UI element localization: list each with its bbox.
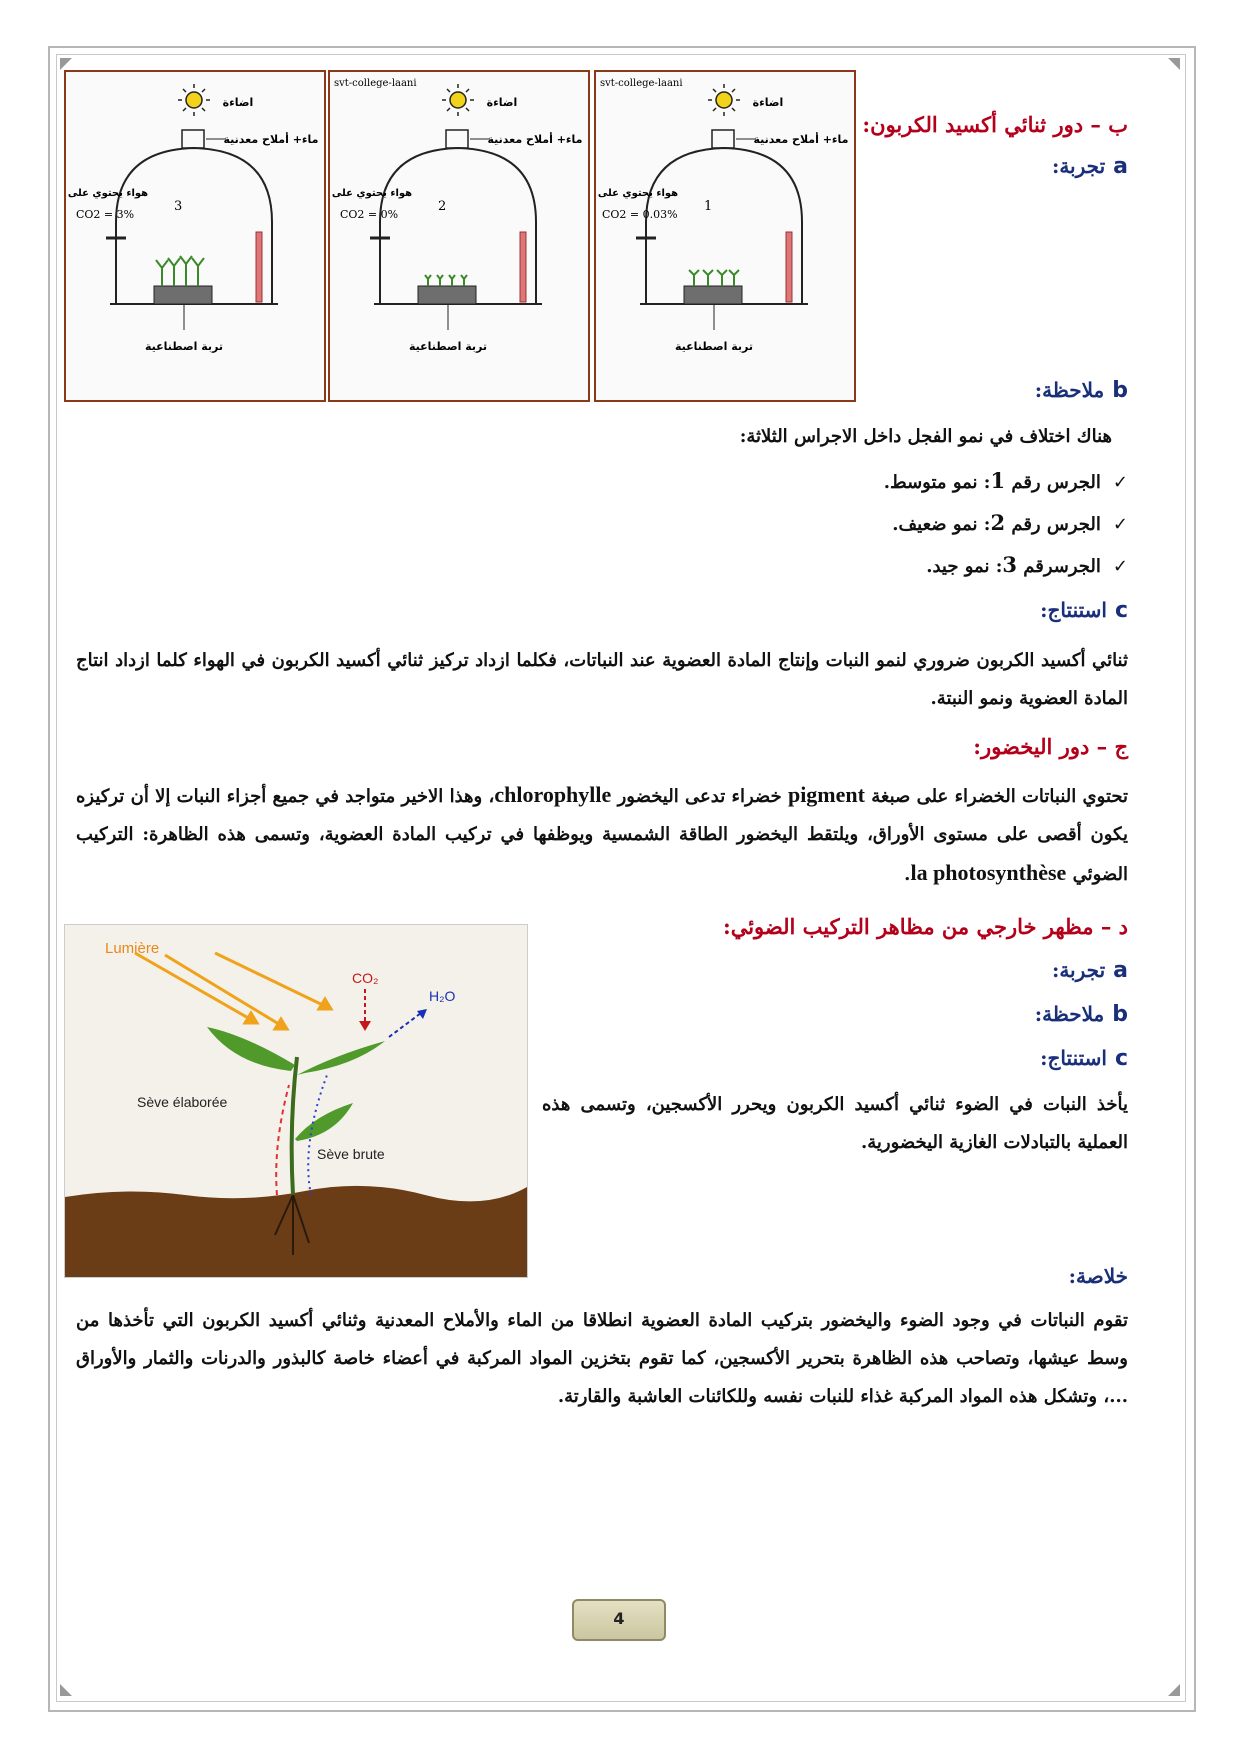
letter-c: c: [1114, 598, 1128, 623]
bell-jar-figure-2: [328, 70, 590, 402]
radish-plants: [689, 270, 739, 286]
check-item: [528, 510, 1128, 535]
letter-b: b: [1112, 1002, 1128, 1027]
chlorophyll-paragraph: [76, 776, 1128, 894]
watermark-text: svt-college-laani: [600, 78, 683, 89]
section-c-heading: ج – دور اليخضور:: [973, 734, 1128, 759]
paragraph-text: .: [904, 864, 911, 885]
corner-ornament: [1168, 1684, 1180, 1696]
sun-icon: [442, 84, 474, 116]
check-item: [528, 468, 1128, 493]
observation-label: [928, 378, 1128, 403]
check-icon: ✓: [1112, 472, 1128, 493]
check-item-text: : نمو ضعيف.: [892, 514, 991, 535]
experiment-label: [928, 154, 1128, 179]
soil-label: تربة اصطناعية: [144, 340, 224, 353]
experiment-label: [928, 958, 1128, 983]
conclusion-text: استنتاج:: [1040, 1046, 1107, 1070]
check-item-text: : نمو متوسط.: [883, 472, 991, 493]
water-label: ماء+ أملاح معدنية: [753, 133, 849, 146]
sap-elaborated-label: Sève élaborée: [137, 1094, 228, 1110]
check-item-text: : نمو جيد.: [926, 556, 1003, 577]
air-label: هواء يحتوي على: [597, 188, 679, 199]
section-b-heading: ب – دور ثنائي أكسيد الكربون:: [862, 112, 1128, 137]
bell-jar-figure-1: [594, 70, 856, 402]
check-item-number: 2: [990, 510, 1006, 535]
paragraph-text: ، وهذا الاخير متواجد في جميع أجزاء النبات إلا أن تركيزه يكون أقصى على مستوى الأوراق، ويلتقط اليخضور الطاقة الشمسية ويوظفها في تركيب المادة العضوية، وتسمى هذه الظاهرة: التركيب الضوئي: [76, 786, 1128, 885]
observation-text: ملاحظة:: [1034, 1002, 1105, 1026]
experiment-text: تجربة:: [1051, 154, 1106, 178]
conclusion-text: استنتاج:: [1040, 598, 1107, 622]
check-item-text: الجرس رقم: [1005, 514, 1101, 535]
summary-heading: خلاصة:: [1068, 1264, 1128, 1288]
corner-ornament: [60, 58, 72, 70]
bell-jar-drawing: [66, 72, 324, 400]
gas-exchange-paragraph: يأخذ النبات في الضوء ثنائي أكسيد الكربون ويحرر الأكسجين، وتسمى هذه العملية بالتبادلات الغازية اليخضورية.: [542, 1094, 1128, 1153]
term-pigment: pigment: [787, 782, 865, 807]
bell-jar-figure-3: [64, 70, 326, 402]
check-item-text: الجرسرقم: [1017, 556, 1101, 577]
light-label: اضاءة: [222, 96, 254, 109]
sun-icon: [178, 84, 210, 116]
bell-number: 1: [704, 199, 713, 214]
letter-a: a: [1113, 154, 1128, 179]
observation-paragraph: هناك اختلاف في نمو الفجل داخل الاجراس الثلاثة:: [739, 426, 1112, 447]
check-icon: ✓: [1112, 556, 1128, 577]
paragraph-text: خضراء تدعى اليخضور: [611, 786, 788, 807]
letter-c: c: [1114, 1046, 1128, 1071]
sap-raw-label: Sève brute: [317, 1146, 385, 1162]
co2-label: CO2 ‎= 3%: [76, 208, 135, 221]
section-d-heading: د – مظهر خارجي من مظاهر التركيب الضوئي:: [722, 914, 1128, 939]
conclusion-paragraph: ثنائي أكسيد الكربون ضروري لنمو النبات وإنتاج المادة العضوية عند النباتات، فكلما ازداد تركيز ثنائي أكسيد الكربون في الهواء كلما ازداد انتاج المادة العضوية ونمو النبتة.: [76, 650, 1129, 709]
check-item-number: 3: [1002, 552, 1017, 577]
conclusion-label: [928, 1046, 1128, 1071]
bell-jar-drawing: [596, 72, 854, 400]
co2-label: CO2 ‎= 0.03%: [602, 208, 678, 221]
light-label: Lumière: [105, 940, 160, 957]
bell-number: 2: [438, 199, 447, 214]
experiment-text: تجربة:: [1051, 958, 1106, 982]
letter-a: a: [1113, 958, 1128, 983]
page-number: 4: [572, 1599, 666, 1641]
term-photosynthese: la photosynthèse: [910, 860, 1067, 885]
observation-label: [928, 1002, 1128, 1027]
light-label: اضاءة: [486, 96, 518, 109]
light-label: اضاءة: [752, 96, 784, 109]
bell-jar-drawing: [330, 72, 588, 400]
check-item-number: 1: [990, 468, 1006, 493]
soil-label: تربة اصطناعية: [674, 340, 754, 353]
photosynthesis-figure: [64, 924, 528, 1278]
air-label: هواء يحتوي على: [67, 188, 149, 199]
check-item-text: الجرس رقم: [1005, 472, 1101, 493]
observation-text: ملاحظة:: [1034, 378, 1105, 402]
co2-label: CO2 ‎= 0%: [340, 208, 399, 221]
term-chlorophylle: chlorophylle: [494, 782, 612, 807]
water-label: ماء+ أملاح معدنية: [487, 133, 583, 146]
summary-paragraph: تقوم النباتات في وجود الضوء واليخضور بتركيب المادة العضوية انطلاقا من الماء والأملاح المعدنية وثنائي أكسيد الكربون التي تأخذها من وسط عيشها، وتصاحب هذه الظاهرة بتحرير الأكسجين، كما تقوم بتخزين المواد المركبة في أعضاء خاصة كالبذور والدرنات والثمار والأوراق ...، وتشكل هذه المواد المركبة غذاء للنبات نفسه وللكائنات العاشبة والقارتة.: [76, 1310, 1128, 1407]
water-label: ماء+ أملاح معدنية: [223, 133, 319, 146]
h2o-label: H₂O: [429, 988, 456, 1004]
sun-icon: [708, 84, 740, 116]
corner-ornament: [1168, 58, 1180, 70]
conclusion-label: [928, 598, 1128, 623]
radish-plants: [156, 256, 204, 286]
co2-label: CO₂: [352, 970, 379, 986]
corner-ornament: [60, 1684, 72, 1696]
check-item: [528, 552, 1128, 577]
check-icon: ✓: [1112, 514, 1128, 535]
bell-number: 3: [174, 199, 183, 214]
watermark-text: svt-college-laani: [334, 78, 417, 89]
letter-b: b: [1112, 378, 1128, 403]
paragraph-text: تحتوي النباتات الخضراء على صبغة: [864, 786, 1129, 807]
plant-drawing: [65, 925, 527, 1277]
radish-plants: [425, 275, 467, 286]
air-label: هواء يحتوي على: [331, 188, 413, 199]
soil-label: تربة اصطناعية: [408, 340, 488, 353]
